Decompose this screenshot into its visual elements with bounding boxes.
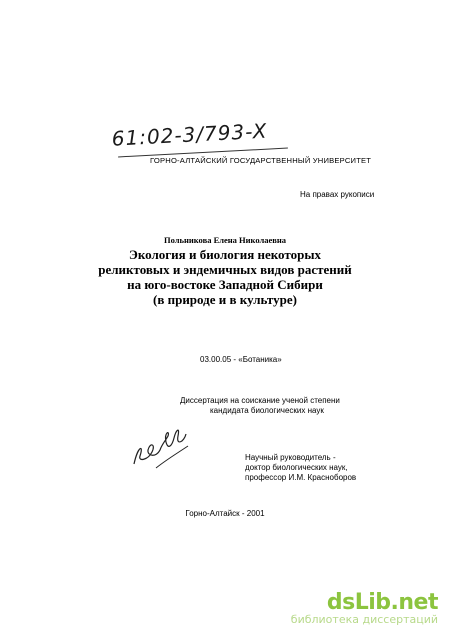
university-name: ГОРНО-АЛТАЙСКИЙ ГОСУДАРСТВЕННЫЙ УНИВЕРСИТЕТ bbox=[150, 156, 372, 165]
title-line: реликтовых и эндемичных видов растений bbox=[98, 262, 352, 277]
signature-image bbox=[126, 416, 196, 476]
handwritten-number: 61:02-3/793-X bbox=[111, 118, 268, 151]
advisor-line: Научный руководитель - bbox=[245, 453, 336, 462]
dissertation-title bbox=[0, 247, 450, 307]
degree-line: кандидата биологических наук bbox=[210, 406, 324, 415]
rights-note: На правах рукописи bbox=[300, 190, 375, 199]
watermark-logo: dsLib.net bbox=[326, 590, 438, 615]
title-line: Экология и биология некоторых bbox=[129, 247, 321, 262]
advisor-line: профессор И.М. Красноборов bbox=[245, 473, 357, 482]
scientific-advisor bbox=[245, 453, 356, 483]
specialty-code: 03.00.05 - «Ботаника» bbox=[200, 355, 282, 364]
title-line: на юго-востоке Западной Сибири bbox=[127, 277, 323, 292]
watermark-subtitle: библиотека диссертаций bbox=[290, 613, 438, 626]
watermark bbox=[291, 590, 438, 626]
author-name: Польникова Елена Николаевна bbox=[163, 235, 287, 245]
title-line: (в природе и в культуре) bbox=[153, 292, 297, 307]
advisor-line: доктор биологических наук, bbox=[245, 463, 348, 472]
city-year: Горно-Алтайск - 2001 bbox=[185, 509, 265, 518]
dissertation-degree bbox=[180, 396, 340, 416]
degree-line: Диссертация на соискание ученой степени bbox=[180, 396, 340, 405]
